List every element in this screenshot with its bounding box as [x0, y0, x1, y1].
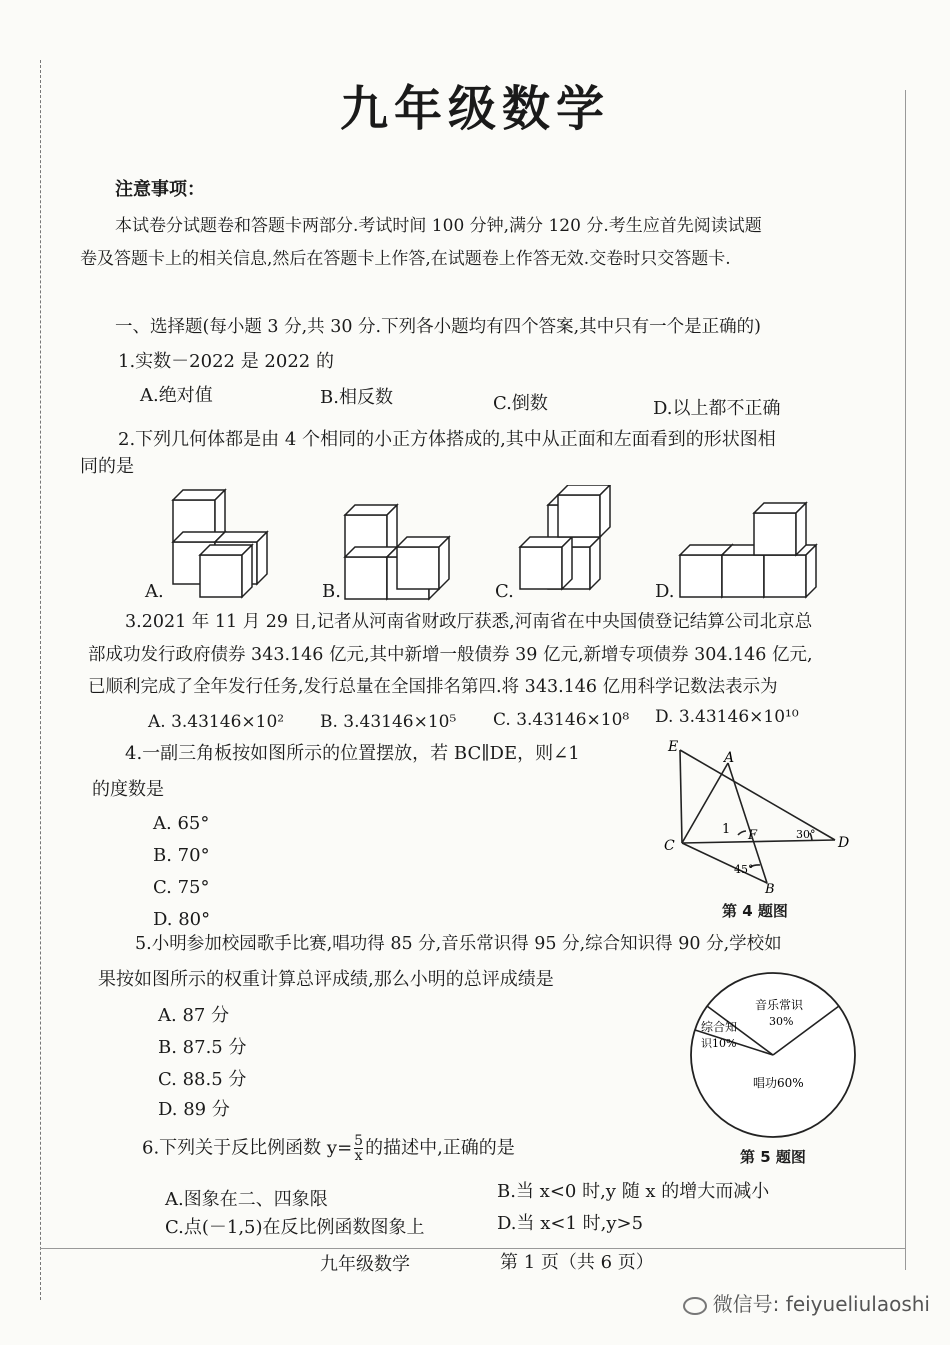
question-6-option-c: C.点(－1,5)在反比例函数图象上: [165, 1217, 425, 1238]
question-1-option-b: B.相反数: [320, 387, 393, 408]
question-3-option-a: A. 3.43146×10²: [148, 712, 285, 732]
figure-4-caption: 第 4 题图: [722, 902, 788, 920]
solid-a: [173, 490, 267, 597]
binding-line-right: [905, 90, 906, 1270]
watermark-text: 微信号: feiyueliulaoshi: [712, 1292, 930, 1316]
label-d: D: [838, 835, 850, 851]
question-3-stem-line-3: 已顺利完成了全年发行任务,发行总量在全国排名第四.将 343.146 亿用科学记数法表示为: [88, 677, 778, 697]
question-6-option-b: B.当 x<0 时,y 随 x 的增大而减小: [497, 1181, 770, 1202]
question-4-option-c: C. 75°: [153, 877, 210, 898]
question-1-option-a: A.绝对值: [140, 385, 213, 406]
question-5-option-b: B. 87.5 分: [158, 1037, 247, 1058]
label-e: E: [668, 739, 679, 755]
pie-label-general: 综合知: [701, 1020, 738, 1034]
figure-5-caption: 第 5 题图: [740, 1148, 806, 1166]
binding-line-left: [40, 60, 41, 1300]
question-5-stem-line-1: 5.小明参加校园歌手比赛,唱功得 85 分,音乐常识得 95 分,综合知识得 90 分,学校如: [135, 934, 782, 954]
question-4-option-a: A. 65°: [153, 813, 210, 834]
question-4-stem-line-1: 4.一副三角板按如图所示的位置摆放，若 BC∥DE，则∠1: [125, 743, 580, 764]
section-heading: 一、选择题(每小题 3 分,共 30 分.下列各小题均有四个答案,其中只有一个是正确的): [115, 317, 761, 337]
question-2-option-b: B.: [322, 581, 341, 602]
question-6-option-d: D.当 x<1 时,y>5: [497, 1213, 644, 1234]
question-3-option-d: D. 3.43146×10¹⁰: [655, 707, 799, 727]
question-4-option-d: D. 80°: [153, 909, 211, 930]
wechat-watermark: [683, 1288, 930, 1317]
question-5-option-a: A. 87 分: [158, 1005, 230, 1026]
question-1-stem: 1.实数－2022 是 2022 的: [118, 351, 334, 372]
label-45-degrees: 45°: [734, 863, 754, 876]
question-5-option-d: D. 89 分: [158, 1099, 230, 1120]
fraction-denominator: x: [354, 1148, 363, 1164]
question-6-stem-suffix: 的描述中,正确的是: [365, 1137, 515, 1159]
question-2-option-a: A.: [145, 581, 164, 602]
question-6-fraction: [354, 1134, 363, 1163]
label-angle-1: 1: [722, 822, 731, 837]
question-5-option-c: C. 88.5 分: [158, 1069, 247, 1090]
question-5-stem-line-2: 果按如图所示的权重计算总评成绩,那么小明的总评成绩是: [98, 969, 554, 990]
notice-line-1: 本试卷分试题卷和答题卡两部分.考试时间 100 分钟,满分 120 分.考生应首先阅读试题: [115, 216, 762, 236]
wechat-icon: [683, 1297, 707, 1315]
question-2-option-d: D.: [655, 581, 675, 602]
question-4-option-b: B. 70°: [153, 845, 210, 866]
label-c: C: [664, 838, 675, 854]
pie-label-singing: 唱功60%: [753, 1076, 804, 1090]
question-2-solids: [140, 485, 820, 610]
question-3-stem-line-1: 3.2021 年 11 月 29 日,记者从河南省财政厅获悉,河南省在中央国债登记结算公司北京总: [125, 612, 813, 632]
solid-b: [345, 505, 449, 599]
question-1-option-c: C.倒数: [493, 393, 548, 414]
label-30-degrees: 30°: [796, 828, 816, 841]
question-4-stem-line-2: 的度数是: [92, 779, 164, 800]
question-2-stem-line-2: 同的是: [80, 456, 134, 477]
pie-label-music: 音乐常识: [755, 998, 804, 1012]
question-2-stem-line-1: 2.下列几何体都是由 4 个相同的小正方体搭成的,其中从正面和左面看到的形状图相: [118, 429, 776, 450]
footer-subject: 九年级数学: [320, 1254, 410, 1275]
fraction-numerator: 5: [354, 1133, 364, 1149]
question-4-figure: [660, 735, 860, 900]
notice-line-2: 卷及答题卡上的相关信息,然后在答题卡上作答,在试题卷上作答无效.交卷时只交答题卡.: [80, 249, 731, 269]
question-5-pie-chart: [685, 965, 865, 1145]
pie-label-music-percent: 30%: [769, 1015, 794, 1028]
pie-label-general-percent: 识10%: [701, 1037, 737, 1050]
footer-page-number: 第 1 页（共 6 页）: [500, 1252, 654, 1273]
question-3-stem-line-2: 部成功发行政府债券 343.146 亿元,其中新增一般债券 39 亿元,新增专项债券 304.146 亿元,: [88, 645, 813, 665]
page-title: 九年级数学: [339, 81, 610, 137]
solid-c: [520, 485, 610, 589]
question-3-option-c: C. 3.43146×10⁸: [493, 710, 630, 730]
notice-heading: 注意事项：: [115, 179, 205, 200]
question-6-stem-prefix: 6.下列关于反比例函数 y=: [142, 1137, 353, 1159]
label-b: B: [765, 882, 775, 897]
solid-d: [680, 503, 816, 597]
label-f: F: [748, 828, 758, 843]
label-a: A: [724, 750, 735, 766]
question-3-option-b: B. 3.43146×10⁵: [320, 712, 457, 732]
question-6-option-a: A.图象在二、四象限: [165, 1189, 328, 1210]
footer-rule: [40, 1248, 905, 1249]
question-6-stem: [142, 1134, 515, 1163]
question-1-option-d: D.以上都不正确: [653, 398, 781, 419]
question-2-option-c: C.: [495, 581, 514, 602]
